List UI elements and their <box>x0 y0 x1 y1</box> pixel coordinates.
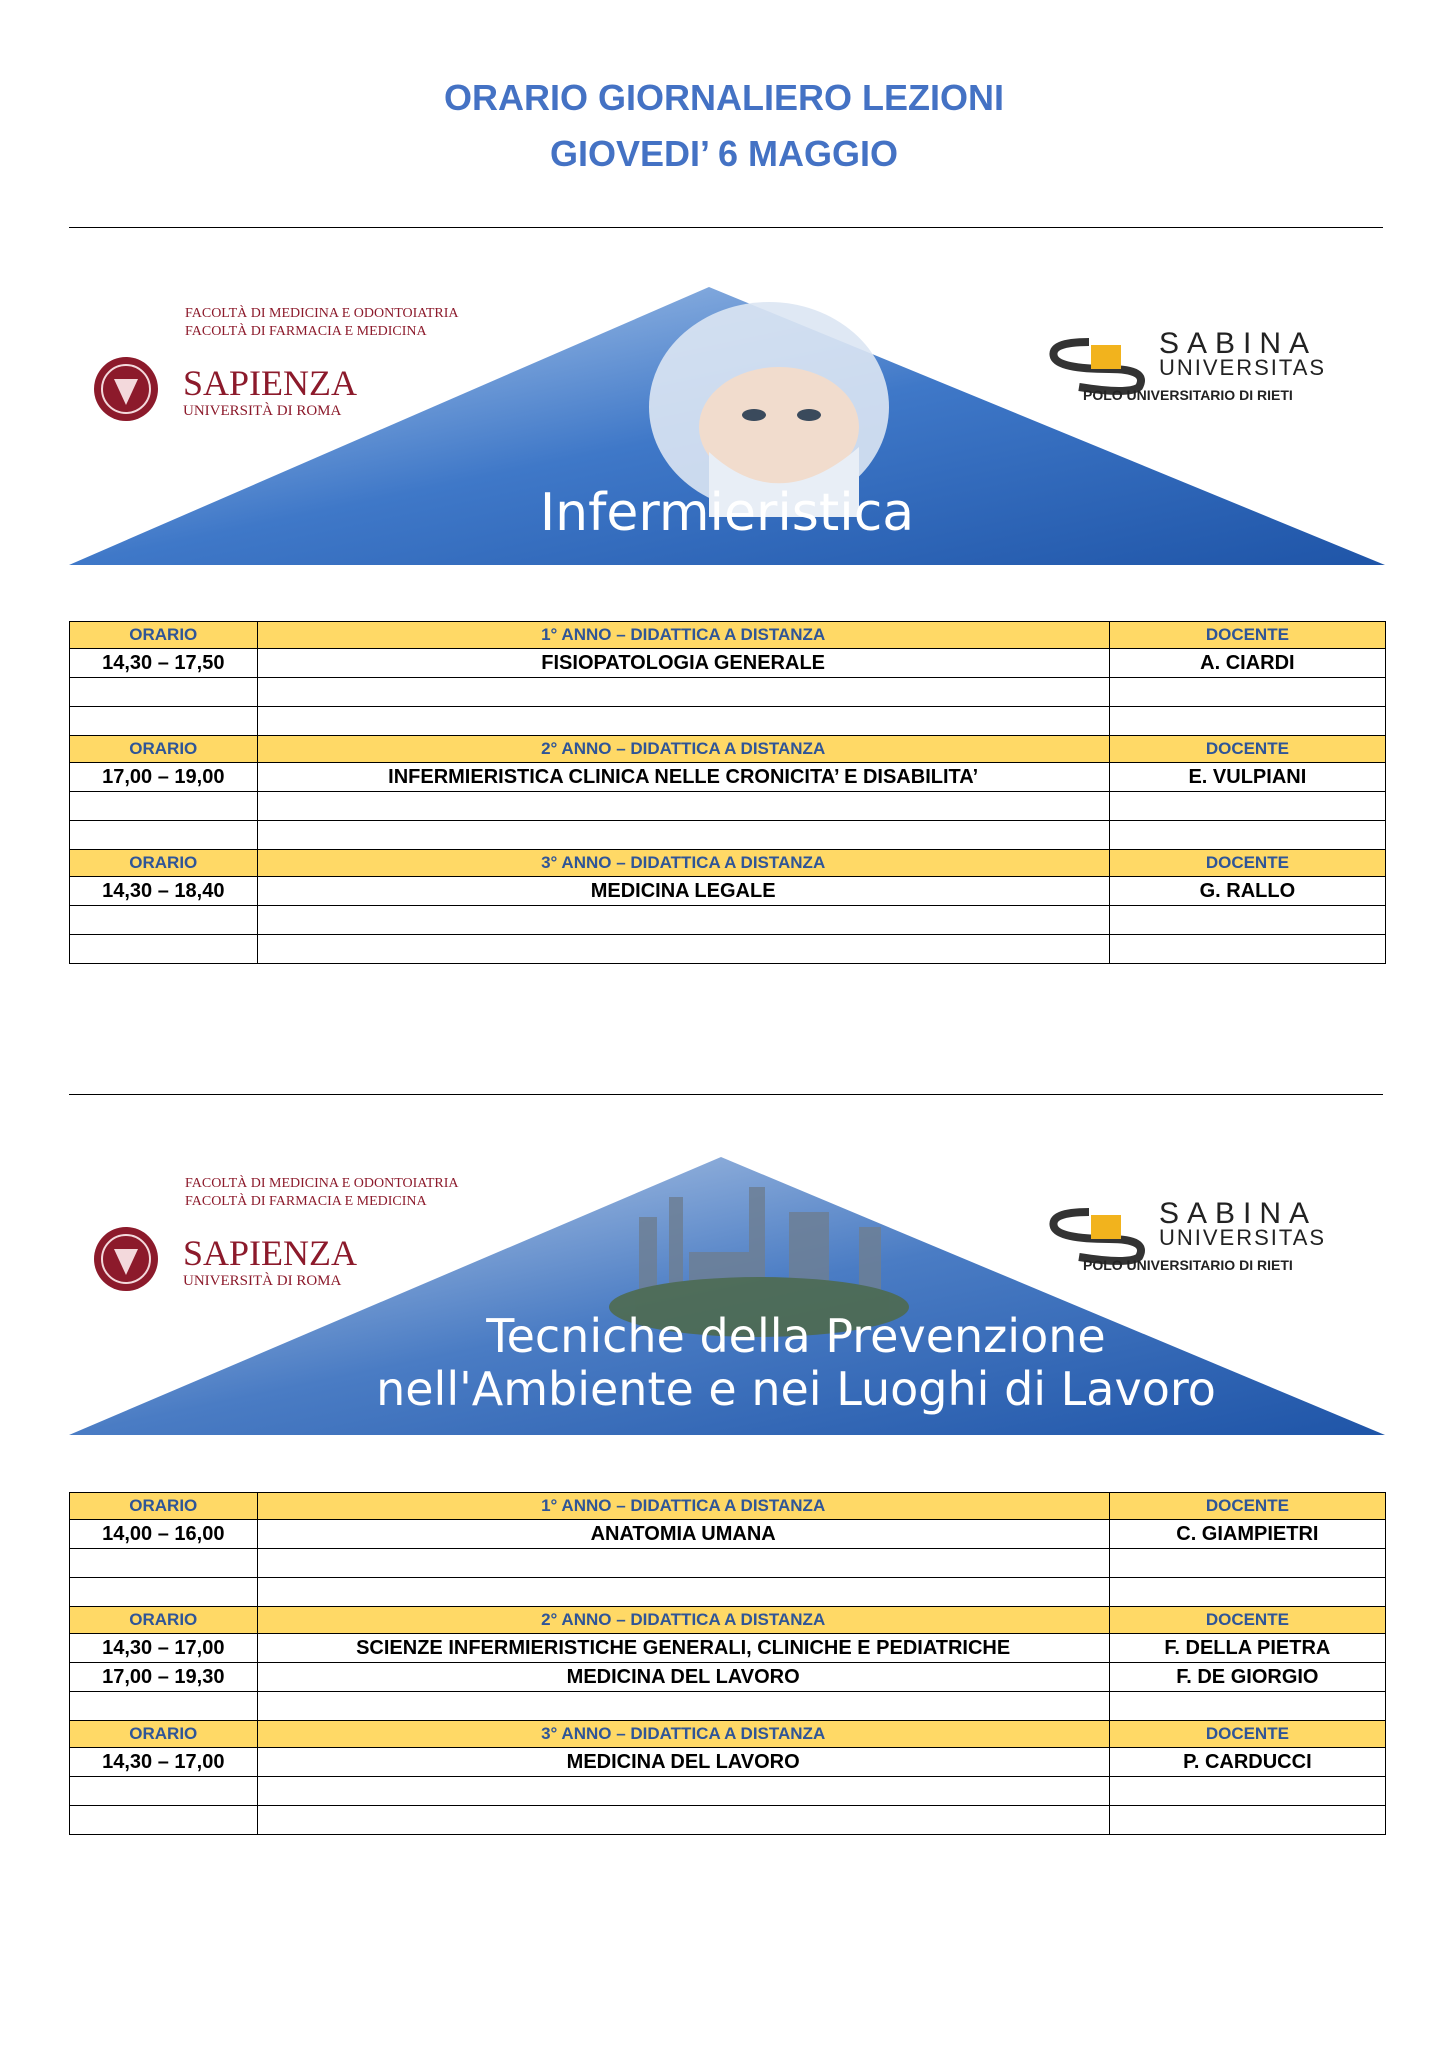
header-course: 3° ANNO – DIDATTICA A DISTANZA <box>257 850 1109 877</box>
banner-infermieristica <box>69 287 1385 567</box>
banner-graphic <box>69 1157 1385 1437</box>
faculty-line2: FACOLTÀ DI FARMACIA E MEDICINA <box>185 324 427 339</box>
cell-course <box>257 1777 1109 1806</box>
header-time: ORARIO <box>70 1721 258 1748</box>
header-teacher: DOCENTE <box>1109 1493 1385 1520</box>
cell-course: INFERMIERISTICA CLINICA NELLE CRONICITA’ E DISABILITA’ <box>257 763 1109 792</box>
table-row <box>70 792 1386 821</box>
table-header-row <box>70 850 1386 877</box>
cell-course <box>257 792 1109 821</box>
cell-time <box>70 935 258 964</box>
cell-teacher <box>1109 1806 1385 1835</box>
table-header-row <box>70 736 1386 763</box>
partner-line3: POLO UNIVERSITARIO DI RIETI <box>1083 1257 1293 1273</box>
table-header-row <box>70 622 1386 649</box>
cell-teacher: F. DELLA PIETRA <box>1109 1634 1385 1663</box>
cell-time <box>70 1806 258 1835</box>
header-course: 1° ANNO – DIDATTICA A DISTANZA <box>257 1493 1109 1520</box>
cell-time <box>70 707 258 736</box>
faculty-line1: FACOLTÀ DI MEDICINA E ODONTOIATRIA <box>185 1176 459 1191</box>
header-time: ORARIO <box>70 1607 258 1634</box>
course-title-line1: Tecniche della Prevenzione <box>486 1309 1106 1363</box>
cell-time: 17,00 – 19,30 <box>70 1663 258 1692</box>
cell-course <box>257 1692 1109 1721</box>
cell-time <box>70 1777 258 1806</box>
cell-teacher <box>1109 707 1385 736</box>
cell-course: MEDICINA LEGALE <box>257 877 1109 906</box>
page-title-line1: ORARIO GIORNALIERO LEZIONI <box>443 77 1004 118</box>
cell-time: 17,00 – 19,00 <box>70 763 258 792</box>
sapienza-seal-icon <box>94 1227 158 1291</box>
table-row <box>70 678 1386 707</box>
divider-rule <box>69 1094 1383 1095</box>
cell-teacher <box>1109 1692 1385 1721</box>
cell-time <box>70 1549 258 1578</box>
header-time: ORARIO <box>70 736 258 763</box>
table-row <box>70 1549 1386 1578</box>
partner-line2: UNIVERSITAS <box>1159 1225 1327 1250</box>
header-course: 1° ANNO – DIDATTICA A DISTANZA <box>257 622 1109 649</box>
partner-line3: POLO UNIVERSITARIO DI RIETI <box>1083 387 1293 403</box>
cell-course: MEDICINA DEL LAVORO <box>257 1663 1109 1692</box>
header-teacher: DOCENTE <box>1109 1721 1385 1748</box>
table-row <box>70 877 1386 906</box>
table-row <box>70 649 1386 678</box>
cell-course: FISIOPATOLOGIA GENERALE <box>257 649 1109 678</box>
cell-teacher <box>1109 1777 1385 1806</box>
partner-line1: SABINA <box>1159 327 1318 360</box>
cell-teacher <box>1109 906 1385 935</box>
cell-teacher <box>1109 678 1385 707</box>
table-row <box>70 1692 1386 1721</box>
sabina-logo-icon <box>1053 342 1141 391</box>
cell-course <box>257 906 1109 935</box>
table-row <box>70 1748 1386 1777</box>
page-title-line2: GIOVEDI’ 6 MAGGIO <box>549 133 899 174</box>
header-time: ORARIO <box>70 622 258 649</box>
cell-teacher <box>1109 935 1385 964</box>
cell-course: MEDICINA DEL LAVORO <box>257 1748 1109 1777</box>
university-sub: UNIVERSITÀ DI ROMA <box>183 1273 342 1289</box>
cell-course <box>257 821 1109 850</box>
table-row <box>70 1777 1386 1806</box>
table-row <box>70 1806 1386 1835</box>
header-teacher: DOCENTE <box>1109 736 1385 763</box>
header-teacher: DOCENTE <box>1109 1607 1385 1634</box>
cell-course <box>257 707 1109 736</box>
faculty-line2: FACOLTÀ DI FARMACIA E MEDICINA <box>185 1194 427 1209</box>
cell-course: SCIENZE INFERMIERISTICHE GENERALI, CLINICHE E PEDIATRICHE <box>257 1634 1109 1663</box>
cell-time <box>70 1578 258 1607</box>
cell-course <box>257 1578 1109 1607</box>
header-time: ORARIO <box>70 850 258 877</box>
cell-course <box>257 1549 1109 1578</box>
cell-time: 14,30 – 18,40 <box>70 877 258 906</box>
table-row <box>70 935 1386 964</box>
cell-course <box>257 935 1109 964</box>
cell-teacher <box>1109 1549 1385 1578</box>
faculty-line1: FACOLTÀ DI MEDICINA E ODONTOIATRIA <box>185 306 459 321</box>
cell-teacher: E. VULPIANI <box>1109 763 1385 792</box>
cell-time <box>70 792 258 821</box>
divider-rule <box>69 227 1383 228</box>
table-row <box>70 1520 1386 1549</box>
table-row <box>70 1663 1386 1692</box>
cell-course: ANATOMIA UMANA <box>257 1520 1109 1549</box>
table-row <box>70 821 1386 850</box>
table-row <box>70 707 1386 736</box>
cell-teacher: F. DE GIORGIO <box>1109 1663 1385 1692</box>
course-title-line2: nell'Ambiente e nei Luoghi di Lavoro <box>376 1362 1216 1416</box>
header-course: 2° ANNO – DIDATTICA A DISTANZA <box>257 736 1109 763</box>
partner-line1: SABINA <box>1159 1197 1318 1230</box>
header-course: 3° ANNO – DIDATTICA A DISTANZA <box>257 1721 1109 1748</box>
cell-time: 14,30 – 17,00 <box>70 1748 258 1777</box>
cell-teacher: A. CIARDI <box>1109 649 1385 678</box>
cell-teacher <box>1109 821 1385 850</box>
header-course: 2° ANNO – DIDATTICA A DISTANZA <box>257 1607 1109 1634</box>
header-time: ORARIO <box>70 1493 258 1520</box>
table-header-row <box>70 1607 1386 1634</box>
cell-time <box>70 821 258 850</box>
cell-time: 14,30 – 17,50 <box>70 649 258 678</box>
cell-time <box>70 678 258 707</box>
table-row <box>70 1578 1386 1607</box>
course-title: Infermieristica <box>539 483 915 543</box>
cell-teacher <box>1109 1578 1385 1607</box>
cell-teacher: G. RALLO <box>1109 877 1385 906</box>
cell-teacher: P. CARDUCCI <box>1109 1748 1385 1777</box>
cell-teacher: C. GIAMPIETRI <box>1109 1520 1385 1549</box>
nurse-eye-right <box>797 409 821 421</box>
sapienza-seal-icon <box>94 357 158 421</box>
sabina-logo-icon <box>1053 1212 1141 1261</box>
university-name: SAPIENZA <box>183 363 358 403</box>
table-row <box>70 1634 1386 1663</box>
table-header-row <box>70 1493 1386 1520</box>
banner-graphic <box>69 287 1385 567</box>
cell-teacher <box>1109 792 1385 821</box>
table-header-row <box>70 1721 1386 1748</box>
cell-time: 14,00 – 16,00 <box>70 1520 258 1549</box>
university-name: SAPIENZA <box>183 1233 358 1273</box>
cell-time <box>70 1692 258 1721</box>
header-teacher: DOCENTE <box>1109 850 1385 877</box>
header-teacher: DOCENTE <box>1109 622 1385 649</box>
table-row <box>70 906 1386 935</box>
page-title <box>0 70 1448 182</box>
university-sub: UNIVERSITÀ DI ROMA <box>183 403 342 419</box>
schedule-table-tecniche-prevenzione <box>69 1492 1386 1835</box>
cell-course <box>257 1806 1109 1835</box>
cell-course <box>257 678 1109 707</box>
schedule-table-infermieristica <box>69 621 1386 964</box>
partner-line2: UNIVERSITAS <box>1159 355 1327 380</box>
nurse-eye-left <box>742 409 766 421</box>
cell-time: 14,30 – 17,00 <box>70 1634 258 1663</box>
cell-time <box>70 906 258 935</box>
table-row <box>70 763 1386 792</box>
banner-tecniche-prevenzione <box>69 1157 1385 1437</box>
